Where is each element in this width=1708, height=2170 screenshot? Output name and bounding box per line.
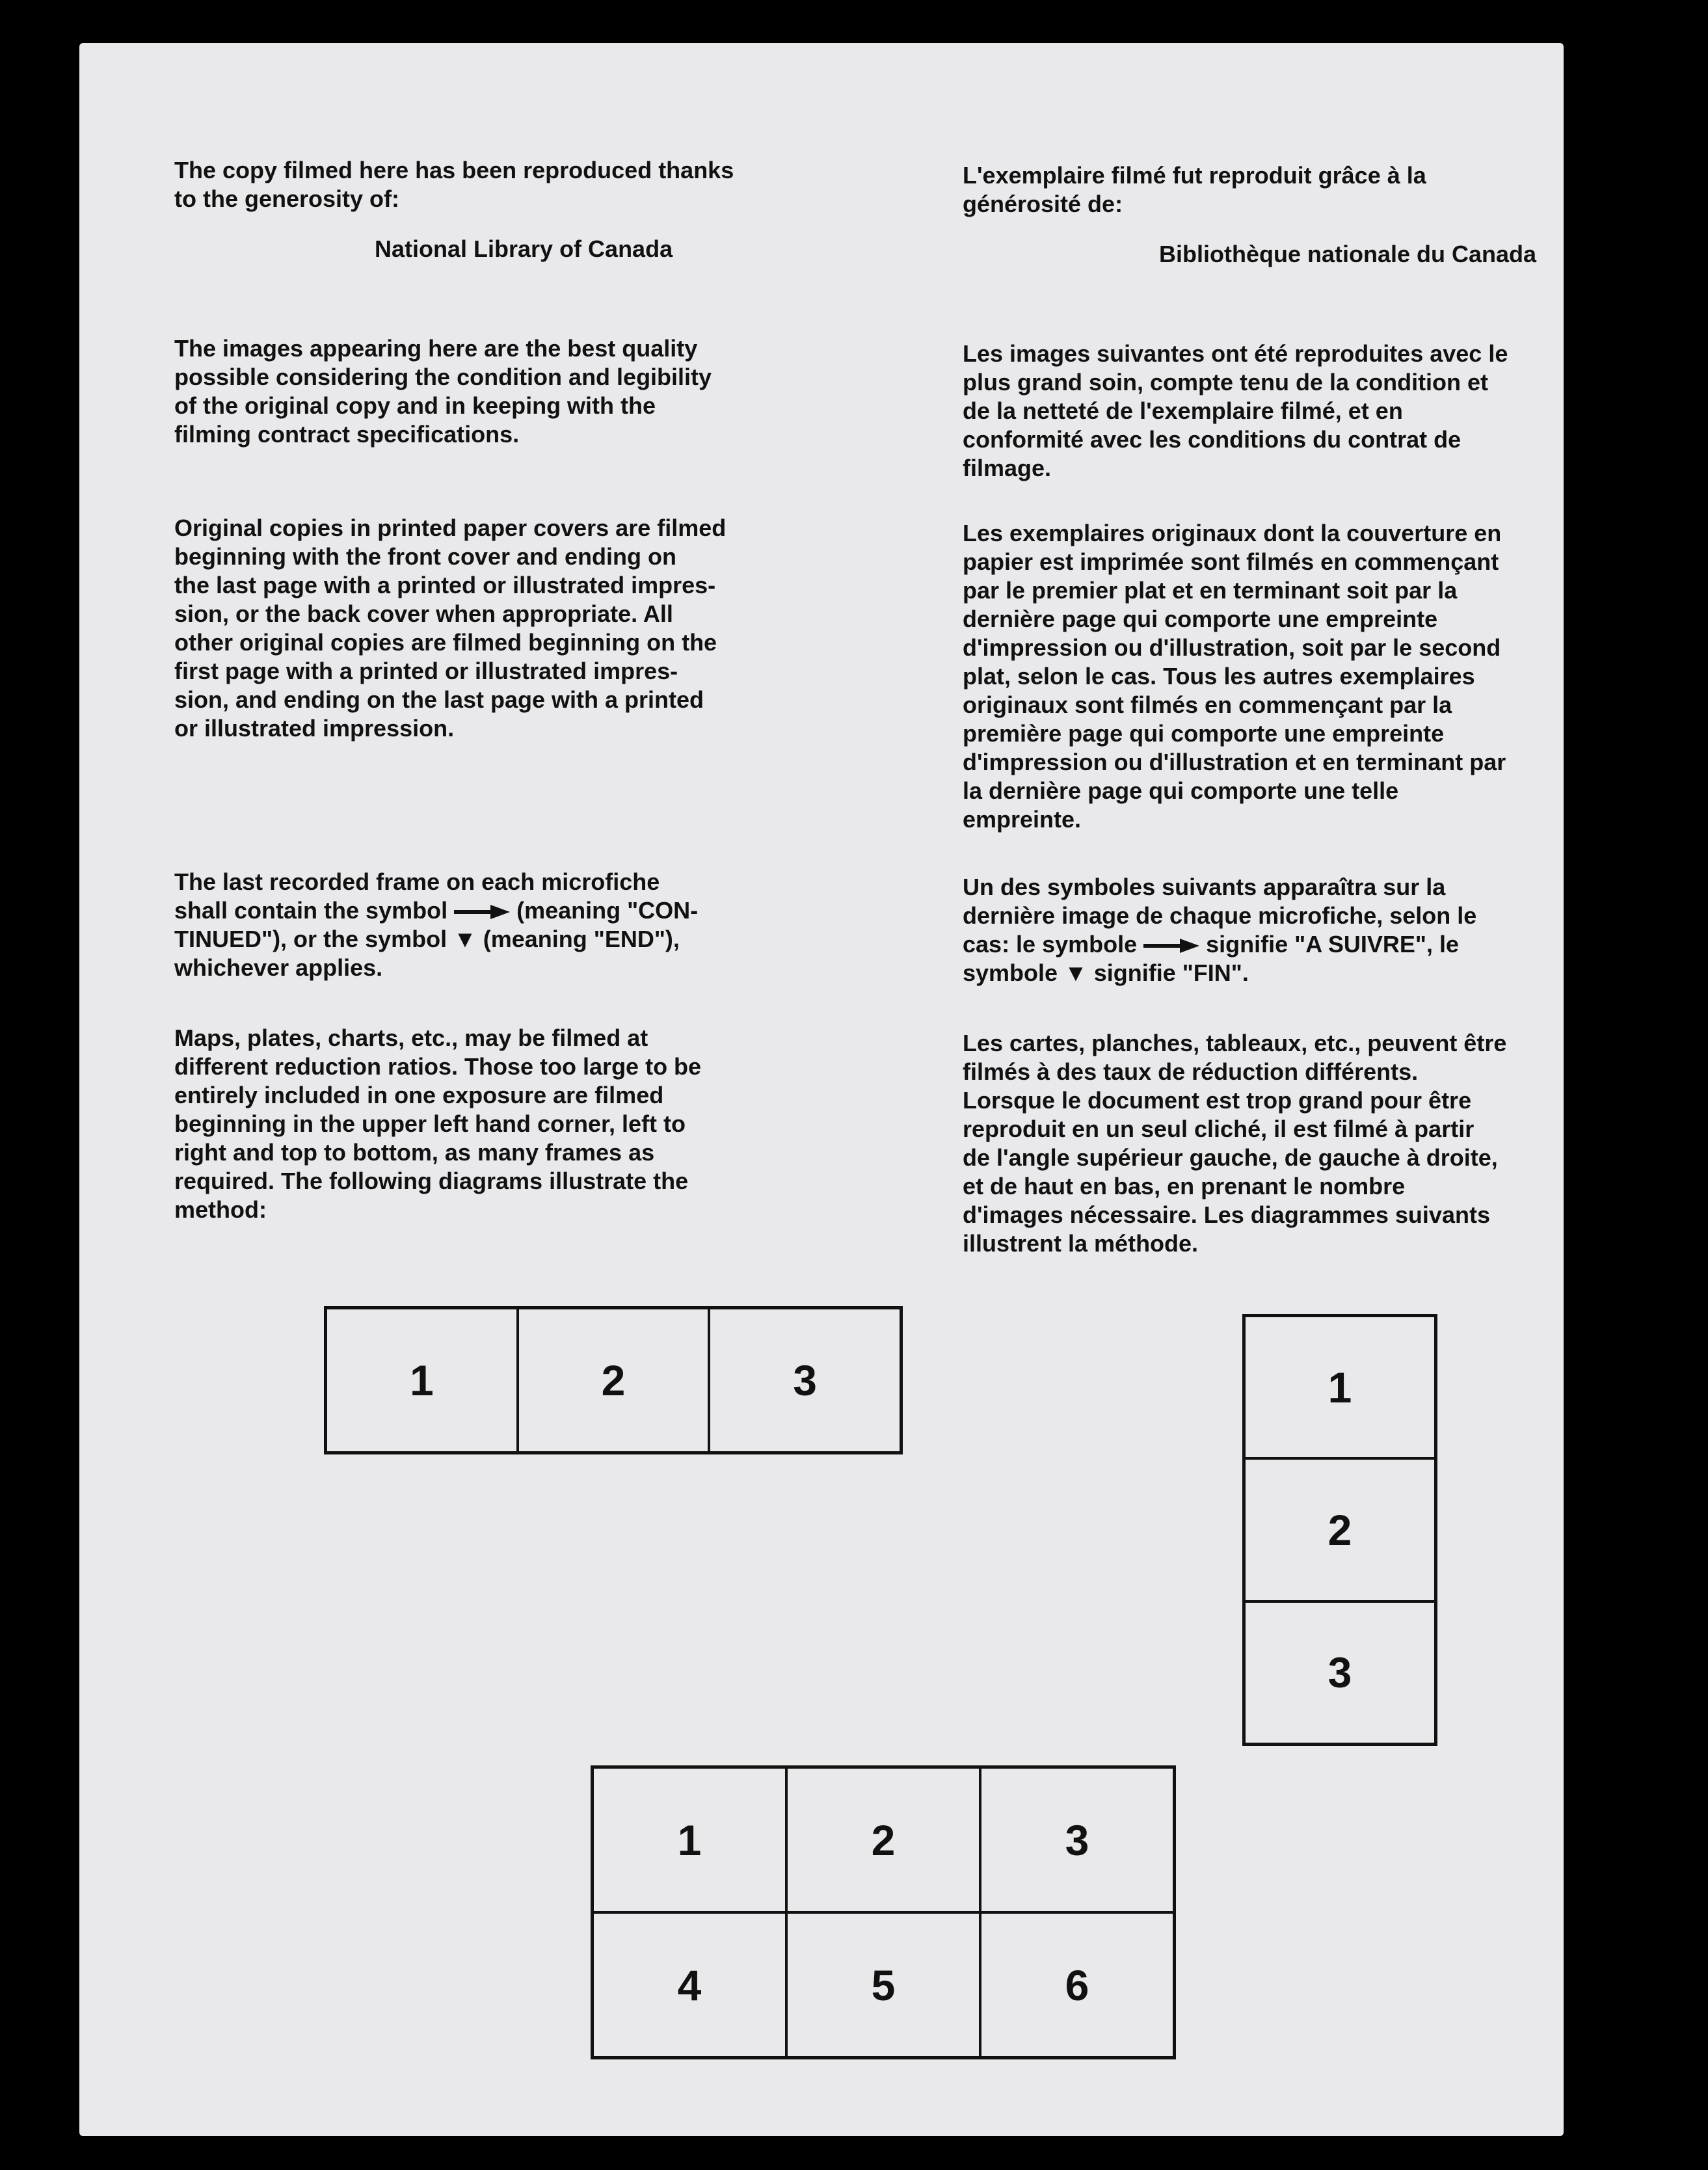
english-column: [174, 156, 828, 213]
row-diagram: [324, 1306, 903, 1454]
row-frame-3: 3: [710, 1309, 902, 1454]
grid-frame-5: 5: [788, 1914, 981, 2059]
english-symbols-text-a: The last recorded frame on each microfiche shall contain the symbol: [174, 868, 660, 924]
column-frame-3: 3: [1246, 1603, 1437, 1745]
english-quality-text: The images appearing here are the best quality possible considering the condition and legibility of the original copy and in keeping with the filming contract specifications.: [174, 335, 712, 448]
column-frame-1: 1: [1246, 1317, 1437, 1460]
french-library-name: Bibliothèque nationale du Canada: [1159, 241, 1537, 267]
row-frame-1: 1: [327, 1309, 519, 1454]
french-symbols-text-a: Un des symboles suivants apparaîtra sur la dernière image de chaque microfiche, selon le cas: le symbole: [963, 874, 1477, 958]
french-maps-paragraph: [963, 1029, 1616, 1258]
english-acknowledgement: The copy filmed here has been reproduced thanks to the generosity of:: [174, 157, 734, 212]
english-symbols-text: [174, 868, 828, 982]
french-original-copies-text: Les exemplaires originaux dont la couverture en papier est imprimée sont filmés en commençant par le premier plat et en terminant soit par la dernière page qui comporte une empreinte d'impression ou d'illustration, soit par le second plat, selon le cas. Tous les autres exemplaires originaux sont filmés en commençant par la première page qui comporte une empreinte d'impression ou d'illustration et en terminant par la dernière page qui comporte une telle empreinte.: [963, 520, 1506, 833]
english-symbols-text-c: (meaning "END"), whichever applies.: [174, 926, 680, 981]
column-diagram: [1242, 1314, 1437, 1746]
end-triangle-icon: ▼: [1064, 959, 1088, 986]
french-maps-text: Les cartes, planches, tableaux, etc., peuvent être filmés à des taux de réduction différents. Lorsque le document est trop grand pour être reproduit en un seul cliché, il est filmé à partir de l'angle supérieur gauche, de gauche à droite, et de haut en bas, en prenant le nombre d'images nécessaire. Les diagrammes suivants illustrent la méthode.: [963, 1030, 1507, 1257]
french-original-copies-paragraph: [963, 519, 1616, 834]
end-triangle-icon: ▼: [453, 926, 477, 952]
grid-frame-3: 3: [981, 1769, 1175, 1914]
english-library-name: National Library of Canada: [375, 235, 673, 262]
english-symbols-text-b: (meaning "CON- TINUED"), or the symbol: [174, 897, 699, 952]
grid-frame-6: 6: [981, 1914, 1175, 2059]
french-symbols-text: [963, 873, 1616, 987]
english-symbols-paragraph: [174, 868, 828, 982]
continued-arrow-icon: [454, 905, 510, 919]
english-maps-text: Maps, plates, charts, etc., may be filmed at different reduction ratios. Those too large to be entirely included in one exposure are filmed beginning in the upper left hand corner, left to right and top to bottom, as many frames as required. The following diagrams illustrate the method:: [174, 1025, 702, 1223]
microfiche-target-sheet: [79, 43, 1564, 2136]
english-original-copies-paragraph: [174, 514, 828, 743]
grid-frame-4: 4: [594, 1914, 788, 2059]
continued-arrow-icon: [1143, 939, 1199, 953]
grid-diagram: [591, 1765, 1176, 2059]
column-frame-2: 2: [1246, 1460, 1437, 1602]
french-symbols-text-b: signifie "A SUIVRE", le symbole: [963, 931, 1460, 986]
french-acknowledgement: L'exemplaire filmé fut reproduit grâce à la générosité de:: [963, 162, 1426, 217]
french-symbols-paragraph: [963, 873, 1616, 987]
english-original-copies-text: Original copies in printed paper covers are filmed beginning with the front cover and ending on the last page with a printed or illustrated impres- sion, or the back cover when appropriate. All other original copies are filmed beginning on the first page with a printed or illustrated impres- sion, and ending on the last page with a printed or illustrated impression.: [174, 515, 727, 742]
english-quality-paragraph: [174, 334, 828, 449]
french-quality-paragraph: [963, 340, 1616, 483]
grid-frame-2: 2: [788, 1769, 981, 1914]
french-quality-text: Les images suivantes ont été reproduites avec le plus grand soin, compte tenu de la condition et de la netteté de l'exemplaire filmé, et en conformité avec les conditions du contrat de filmage.: [963, 340, 1508, 481]
grid-frame-1: 1: [594, 1769, 788, 1914]
row-frame-2: 2: [519, 1309, 711, 1454]
english-maps-paragraph: [174, 1024, 828, 1224]
french-column: [963, 161, 1616, 219]
french-symbols-text-c: signifie "FIN".: [1087, 959, 1249, 986]
